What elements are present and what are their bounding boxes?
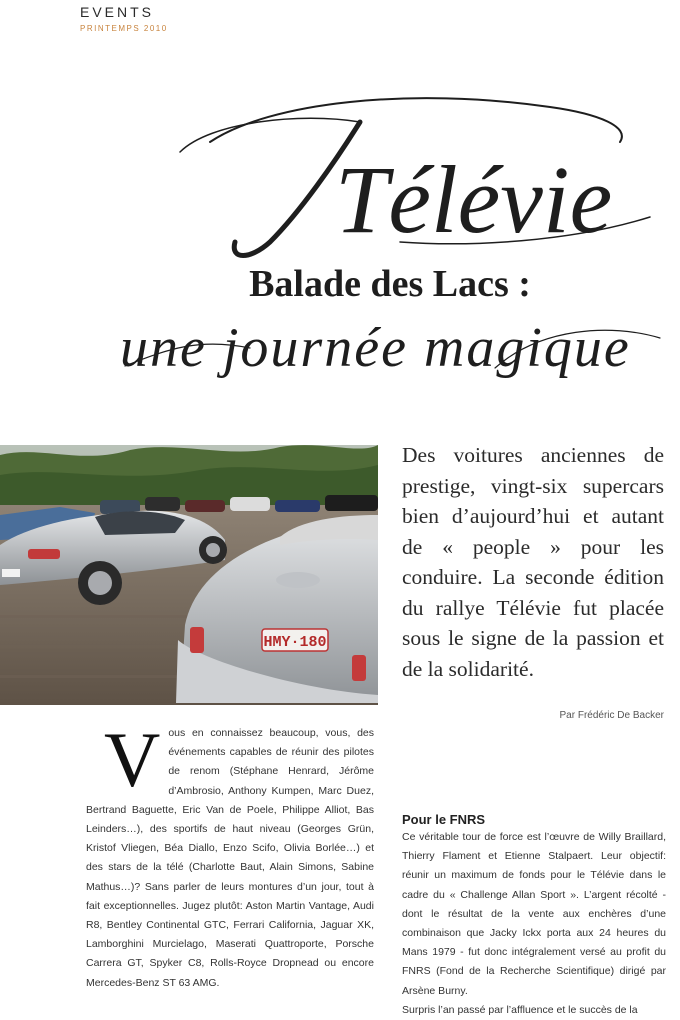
byline: Par Frédéric De Backer: [559, 710, 664, 721]
lead-paragraph: Des voitures anciennes de prestige, vingt-six supercars bien d’aujourd’hui et autant de « people » pour les conduire. La seconde édition du rallye Télévie fut placée sous le signe de la passion et de la solidarité.: [402, 443, 664, 681]
tagline: une journée magique: [120, 317, 631, 379]
article-column-right: [402, 828, 666, 1020]
car-photo: [0, 445, 378, 705]
issue-label: PRINTEMPS 2010: [80, 24, 168, 33]
article-paragraph-2: Ce véritable tour de force est l’œuvre de Willy Braillard, Thierry Flament et Etienne Stalpaert. Leur objectif: réunir un maximum de fonds pour le Télévie dans le cadre du « Challenge Allan Sport ». L’argent récolté - dont le résultat de la vente aux enchères d’une combinaison que Jacky Ickx porta aux 24 heures du Mans 1979 - fut donc intégralement versé au profit du FNRS (Fond de la Recherche Scientifique) dirigé par Arsène Burny.: [402, 831, 666, 997]
tagline-script: [110, 308, 670, 388]
section-subhead: Pour le FNRS: [402, 812, 486, 827]
title-main: Télévie: [335, 146, 613, 253]
section-label: EVENTS: [80, 4, 155, 20]
subtitle: Balade des Lacs :: [249, 263, 531, 305]
title-script: [150, 82, 670, 272]
article-paragraph-3: Surpris l’an passé par l’affluence et le succès de la: [402, 1003, 638, 1016]
article-column-left: [86, 716, 374, 993]
article-paragraph-1: ous en connaissez beaucoup, vous, des événements capables de réunir des pilotes de renom (Stéphane Henrard, Jérôme d’Ambrosio, Anthony Kumpen, Marc Duez, Bertrand Baguette, Eric Van de Poele, Philippe Alliot, Bas Leinders…), des sportifs de haut niveau (Georges Grün, Kristof Vliegen, Béa Diallo, Enzo Scifo, Olivia Borlée…) et des stars de la télé (Charlotte Baut, Alain Simons, Sabine Mathus…)? Sans parler de leurs montures d’un jour, tout à fait exceptionnelles. Jugez plutôt: Aston Martin Vantage, Audi R8, Bentley Continental GTC, Ferrari California, Jaguar XK, Lamborghini Murcielago, Maserati Quattroporte, Porsche Carrera GT, Spyker C8, Rolls-Royce Dropnead ou encore Mercedes-Benz ST 63 AMG.: [86, 727, 374, 989]
drop-cap: V: [104, 716, 161, 803]
license-plate: HMY·180: [263, 634, 327, 651]
